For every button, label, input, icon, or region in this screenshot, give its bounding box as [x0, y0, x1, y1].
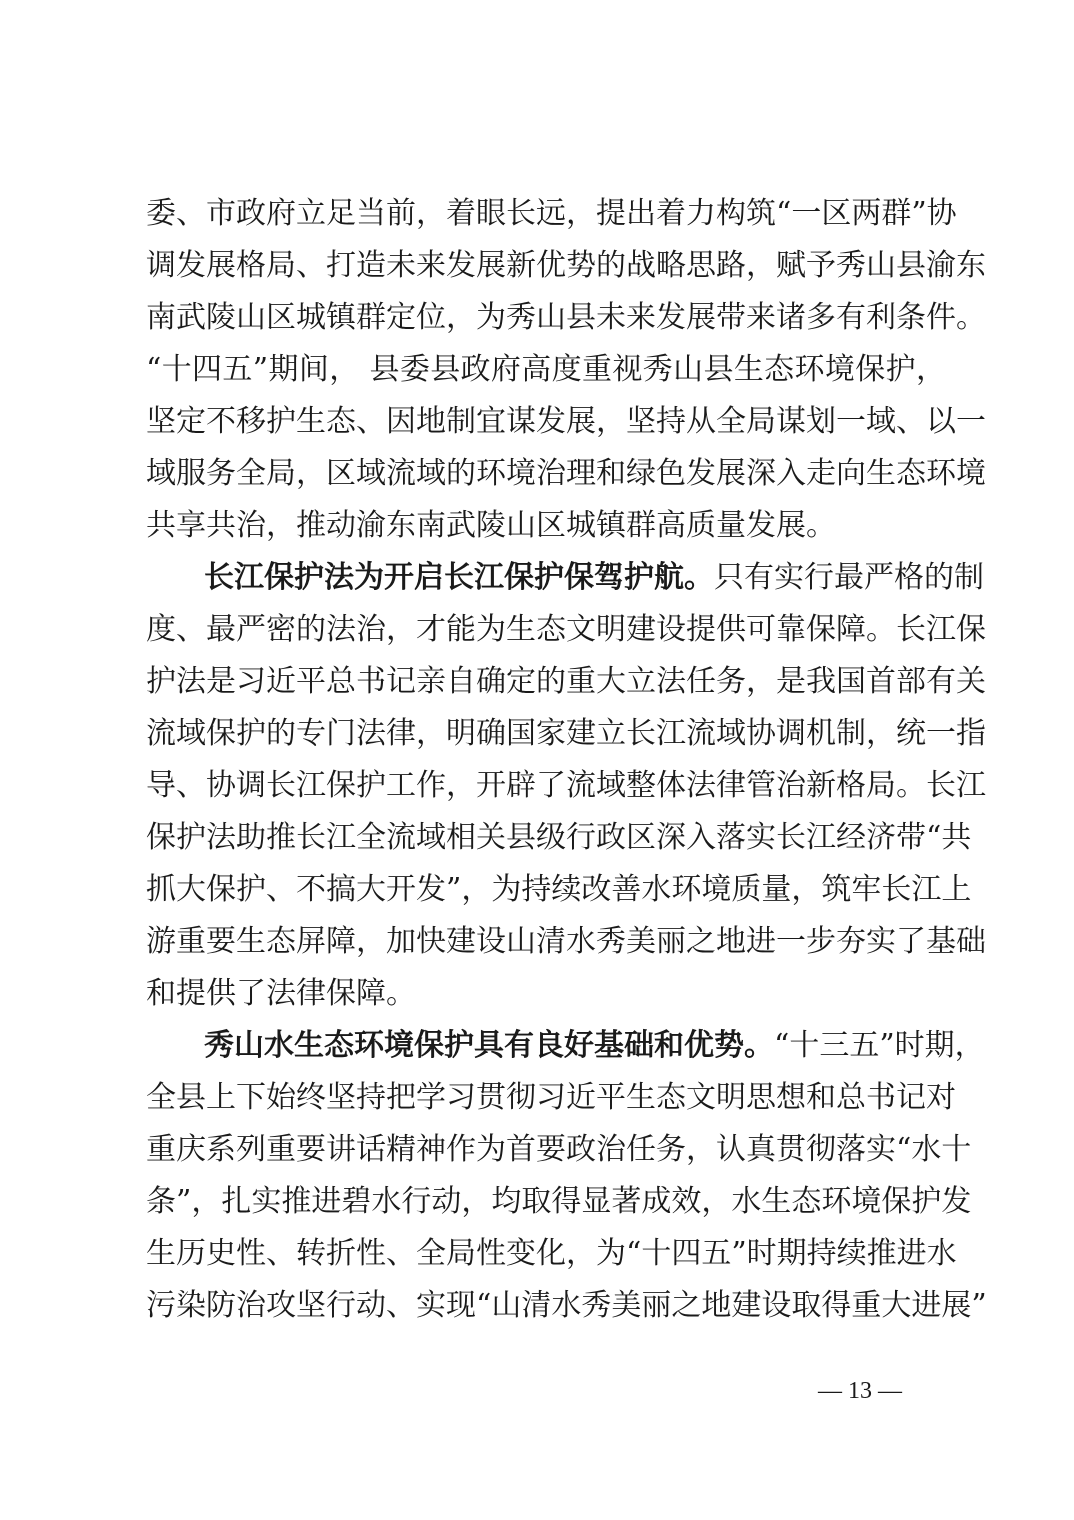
text-line: 坚定不移护生态、因地制宜谋发展，坚持从全局谋划一域、以一: [146, 404, 986, 439]
text-line: 度、最严密的法治，才能为生态文明建设提供可靠保障。长江保: [146, 612, 986, 647]
text-line: 共享共治，推动渝东南武陵山区城镇群高质量发展。: [146, 508, 836, 543]
text-line: 域服务全局，区域流域的环境治理和绿色发展深入走向生态环境: [146, 456, 986, 491]
text-line: 流域保护的专门法律，明确国家建立长江流域协调机制，统一指: [146, 716, 986, 751]
document-body: [146, 188, 987, 1332]
text-line: 游重要生态屏障，加快建设山清水秀美丽之地进一步夯实了基础: [146, 924, 986, 959]
paragraph-heading: 长江保护法为开启长江保护保驾护航。: [204, 560, 714, 595]
paragraph-first-line: [146, 552, 984, 604]
text-line: 导、协调长江保护工作，开辟了流域整体法律管治新格局。长江: [146, 768, 986, 803]
text-line: 污染防治攻坚行动、实现“山清水秀美丽之地建设取得重大进展”: [146, 1288, 987, 1323]
text-line: 抓大保护、不搞大开发”，为持续改善水环境质量，筑牢长江上: [146, 872, 972, 907]
paragraph-heading: 秀山水生态环境保护具有良好基础和优势。: [204, 1028, 774, 1063]
text-line: “十四五”期间， 县委县政府高度重视秀山县生态环境保护，: [146, 352, 946, 387]
paragraph-first-line: [146, 1020, 985, 1072]
text-span: “十三五”时期，: [774, 1028, 985, 1063]
text-line: 委、市政府立足当前，着眼长远，提出着力构筑“一区两群”协: [146, 196, 957, 231]
text-line: 调发展格局、打造未来发展新优势的战略思路，赋予秀山县渝东: [146, 248, 986, 283]
page-number: — 13 —: [818, 1378, 902, 1404]
paragraph-regional-development: [146, 188, 986, 552]
text-line: 条”，扎实推进碧水行动，均取得显著成效，水生态环境保护发: [146, 1184, 972, 1219]
text-line: 重庆系列重要讲话精神作为首要政治任务，认真贯彻落实“水十: [146, 1132, 972, 1167]
text-line: 南武陵山区城镇群定位，为秀山县未来发展带来诸多有利条件。: [146, 300, 986, 335]
paragraph-yangtze-protection-law: [146, 552, 986, 1020]
paragraph-xiushan-water-ecology: [146, 1020, 987, 1332]
text-line: 护法是习近平总书记亲自确定的重大立法任务，是我国首部有关: [146, 664, 986, 699]
text-line: 全县上下始终坚持把学习贯彻习近平生态文明思想和总书记对: [146, 1080, 956, 1115]
text-line: 保护法助推长江全流域相关县级行政区深入落实长江经济带“共: [146, 820, 972, 855]
text-line: 和提供了法律保障。: [146, 976, 416, 1011]
text-span: 只有实行最严格的制: [714, 560, 984, 595]
text-line: 生历史性、转折性、全局性变化，为“十四五”时期持续推进水: [146, 1236, 957, 1271]
